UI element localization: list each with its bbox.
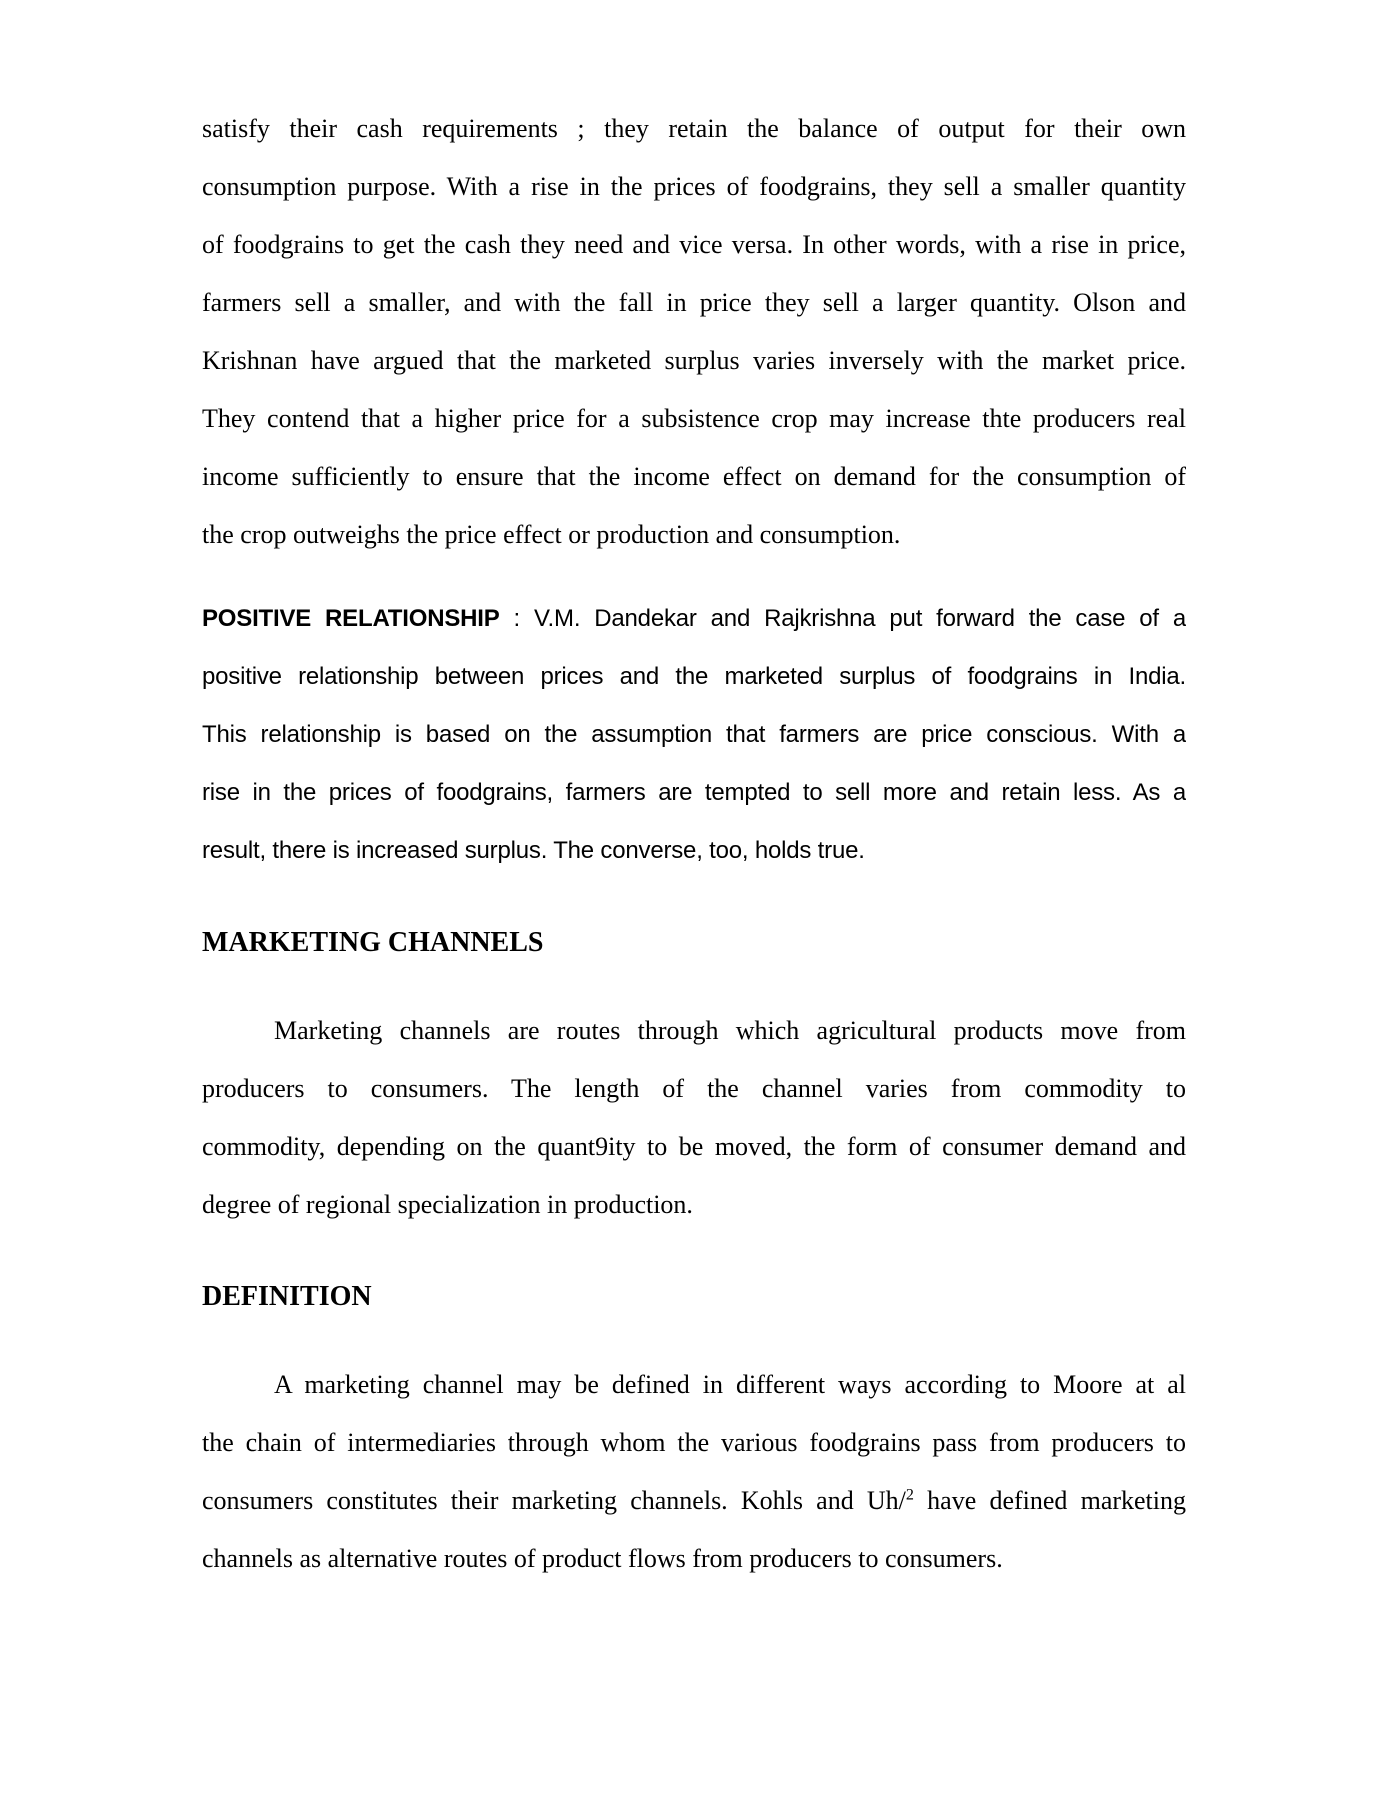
marketed-surplus-paragraph <box>202 100 1186 564</box>
paragraph-line: of foodgrains to get the cash they need and vice versa. In other words, with a rise in price, <box>202 230 1186 259</box>
paragraph-line: Krishnan have argued that the marketed surplus varies inversely with the market price. <box>202 346 1186 375</box>
paragraph-line: They contend that a higher price for a subsistence crop may increase thte producers real <box>202 404 1186 433</box>
marketing-channels-paragraph <box>202 1002 1186 1234</box>
paragraph-line: Marketing channels are routes through which agricultural products move from <box>274 1016 1186 1045</box>
paragraph-line: A marketing channel may be defined in different ways according to Moore at al <box>274 1370 1186 1399</box>
paragraph-line: This relationship is based on the assumption that farmers are price conscious. With a <box>202 721 1186 748</box>
paragraph-line: degree of regional specialization in production. <box>202 1190 693 1219</box>
paragraph-line: farmers sell a smaller, and with the fall in price they sell a larger quantity. Olson and <box>202 288 1186 317</box>
paragraph-line: consumers constitutes their marketing channels. Kohls and Uh/$^2$ have defined marketing <box>202 1486 1186 1515</box>
paragraph-line: POSITIVE RELATIONSHIP : V.M. Dandekar and Rajkrishna put forward the case of a <box>202 605 1186 632</box>
paragraph-line: positive relationship between prices and the marketed surplus of foodgrains in India. <box>202 663 1186 690</box>
paragraph-line: satisfy their cash requirements ; they retain the balance of output for their own <box>202 114 1186 143</box>
positive-relationship-paragraph <box>202 590 1186 880</box>
paragraph-line: producers to consumers. The length of the channel varies from commodity to <box>202 1074 1186 1103</box>
marketing-channels-heading: MARKETING CHANNELS <box>202 927 544 958</box>
definition-heading: DEFINITION <box>202 1281 372 1312</box>
paragraph-line: result, there is increased surplus. The converse, too, holds true. <box>202 837 865 864</box>
paragraph-line: the crop outweighs the price effect or production and consumption. <box>202 520 901 549</box>
document-body <box>202 100 1186 1588</box>
paragraph-line: commodity, depending on the quant9ity to be moved, the form of consumer demand and <box>202 1132 1186 1161</box>
bold-lead-in: POSITIVE RELATIONSHIP <box>202 605 500 632</box>
paragraph-line: channels as alternative routes of product flows from producers to consumers. <box>202 1544 1003 1573</box>
paragraph-line: income sufficiently to ensure that the income effect on demand for the consumption of <box>202 462 1186 491</box>
paragraph-line: consumption purpose. With a rise in the prices of foodgrains, they sell a smaller quantity <box>202 172 1186 201</box>
paragraph-line: the chain of intermediaries through whom the various foodgrains pass from producers to <box>202 1428 1186 1457</box>
paragraph-line: rise in the prices of foodgrains, farmers are tempted to sell more and retain less. As a <box>202 779 1186 806</box>
definition-paragraph <box>202 1356 1186 1588</box>
